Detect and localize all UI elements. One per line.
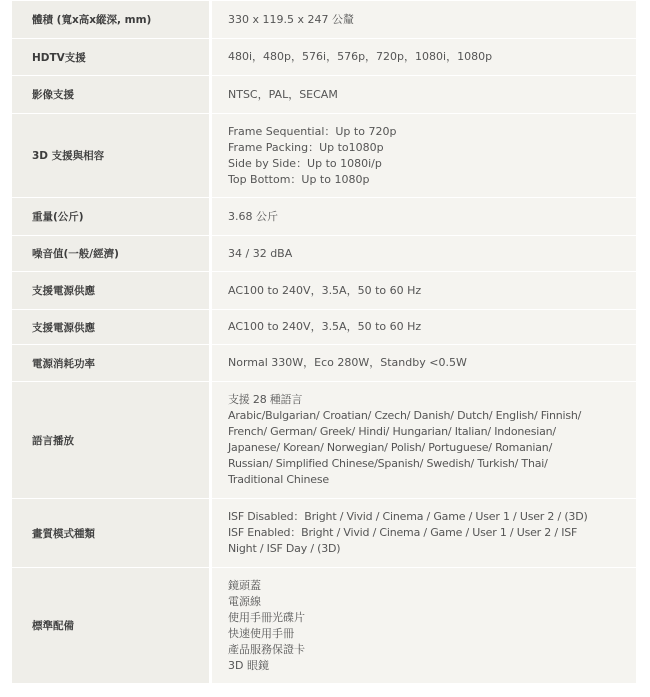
spec-value-line: 3.68 公斤 xyxy=(228,209,278,223)
spec-value-line: 330 x 119.5 x 247 公釐 xyxy=(228,12,354,26)
spec-value xyxy=(212,381,636,498)
spec-value-line: Russian/ Simplified Chinese/Spanish/ Swedish/ Turkish/ Thai/ xyxy=(228,457,548,470)
spec-label: HDTV支援 xyxy=(12,38,209,75)
spec-value-line: 34 / 32 dBA xyxy=(228,246,293,260)
spec-value-line: ISF Disabled：Bright / Vivid / Cinema / Game / User 1 / User 2 / (3D) xyxy=(228,510,588,523)
spec-value-line: 3D 眼鏡 xyxy=(228,658,269,672)
spec-value-line: Japanese/ Korean/ Norwegian/ Polish/ Portuguese/ Romanian/ xyxy=(228,441,553,454)
spec-value xyxy=(212,567,636,683)
spec-value-line: 鏡頭蓋 xyxy=(228,578,261,592)
spec-value xyxy=(212,309,636,344)
spec-label: 語言播放 xyxy=(12,381,209,498)
spec-value xyxy=(212,271,636,309)
spec-value xyxy=(212,113,636,197)
spec-label: 影像支援 xyxy=(12,75,209,113)
spec-value-line: 支援 28 種語言 xyxy=(228,393,303,406)
spec-value-line: 產品服務保證卡 xyxy=(228,642,305,656)
spec-value-line: ISF Enabled：Bright / Vivid / Cinema / Game / User 1 / User 2 / ISF xyxy=(228,526,578,539)
spec-value xyxy=(212,75,636,113)
spec-value-line: 使用手冊光碟片 xyxy=(228,610,305,624)
spec-label: 電源消耗功率 xyxy=(12,344,209,381)
spec-label: 重量(公斤) xyxy=(12,197,209,235)
spec-value-line: 電源線 xyxy=(228,594,261,608)
spec-table xyxy=(12,0,636,683)
spec-value-line: 快速使用手冊 xyxy=(228,626,294,640)
spec-value-line: Arabic/Bulgarian/ Croatian/ Czech/ Danish/ Dutch/ English/ Finnish/ xyxy=(228,409,582,422)
spec-label: 支援電源供應 xyxy=(12,309,209,344)
spec-value-line: Frame Sequential：Up to 720p xyxy=(228,124,397,138)
spec-label: 支援電源供應 xyxy=(12,271,209,309)
spec-label: 體積 (寬x高x縱深, mm) xyxy=(12,0,209,38)
spec-value xyxy=(212,498,636,567)
spec-label: 噪音值(一般/經濟) xyxy=(12,235,209,271)
spec-label: 3D 支援與相容 xyxy=(12,113,209,197)
spec-value-line: Night / ISF Day / (3D) xyxy=(228,542,341,555)
spec-label: 畫質模式種類 xyxy=(12,498,209,567)
spec-value xyxy=(212,197,636,235)
spec-value-line: AC100 to 240V，3.5A，50 to 60 Hz xyxy=(228,283,422,297)
spec-value-line: French/ German/ Greek/ Hindi/ Hungarian/ Italian/ Indonesian/ xyxy=(228,425,556,438)
spec-value xyxy=(212,344,636,381)
spec-value-line: AC100 to 240V，3.5A，50 to 60 Hz xyxy=(228,320,422,333)
spec-label: 標準配備 xyxy=(12,567,209,683)
spec-value-line: 480i，480p，576i，576p，720p，1080i，1080p xyxy=(228,50,493,63)
spec-value-line: Top Bottom：Up to 1080p xyxy=(228,172,370,186)
spec-value xyxy=(212,0,636,38)
spec-value-line: NTSC，PAL，SECAM xyxy=(228,87,338,101)
spec-value-line: Frame Packing：Up to1080p xyxy=(228,140,384,154)
spec-value xyxy=(212,235,636,271)
spec-value-line: Side by Side：Up to 1080i/p xyxy=(228,156,382,170)
spec-value xyxy=(212,38,636,75)
spec-value-line: Traditional Chinese xyxy=(228,473,329,486)
spec-value-line: Normal 330W，Eco 280W，Standby <0.5W xyxy=(228,356,467,369)
